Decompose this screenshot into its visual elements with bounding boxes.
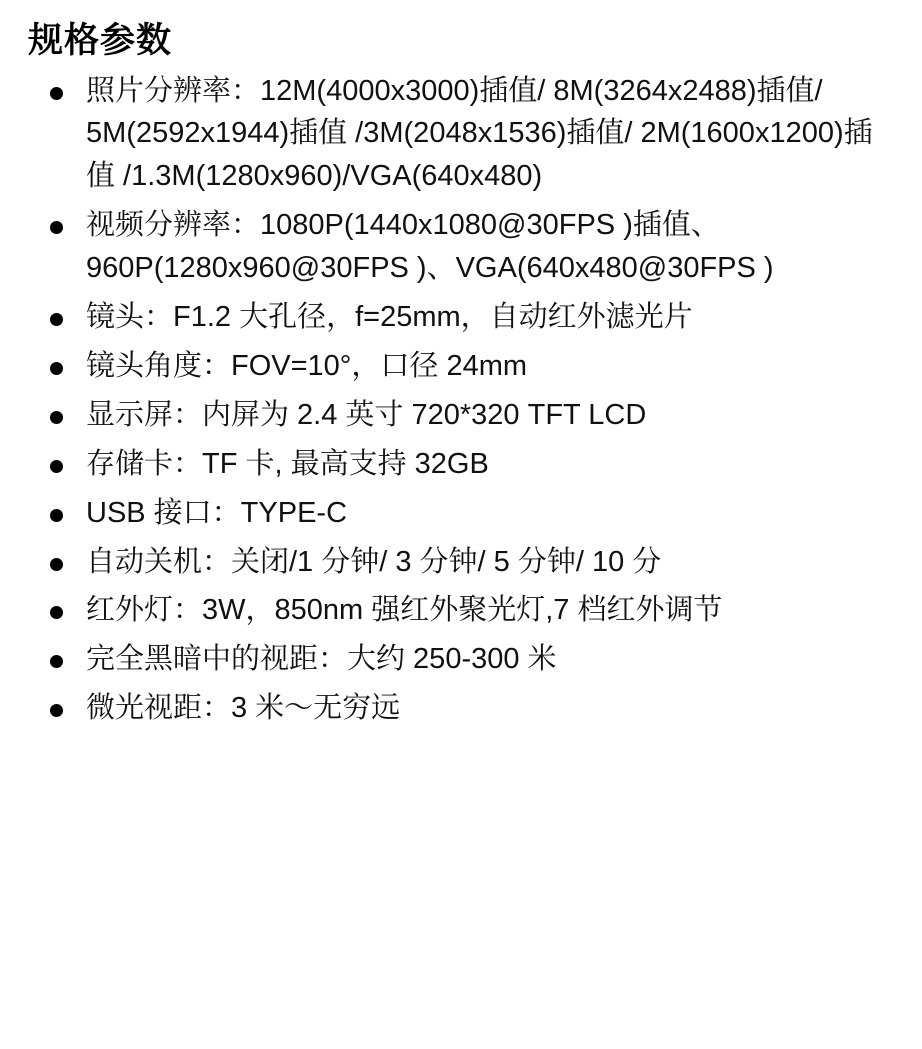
bullet-dot-icon bbox=[50, 411, 63, 424]
bullet-dot-icon bbox=[50, 655, 63, 668]
list-item bbox=[24, 70, 898, 199]
list-item-text: 存储卡：TF 卡, 最高支持 32GB bbox=[86, 447, 489, 480]
list-item-text: USB 接口：TYPE-C bbox=[86, 496, 348, 529]
page-title: 规格参数 bbox=[28, 21, 173, 60]
bullet-dot-icon bbox=[50, 509, 63, 522]
list-item-text: 自动关机：关闭/1 分钟/ 3 分钟/ 5 分钟/ 10 分 bbox=[86, 545, 662, 578]
list-item-text: 视频分辨率：1080P(1440x1080@30FPS )插值、960P(1280x960@30FPS )、VGA(640x480@30FPS ) bbox=[86, 209, 774, 285]
list-item bbox=[24, 296, 898, 339]
list-item bbox=[24, 541, 898, 584]
list-item-text: 完全黑暗中的视距：大约 250-300 米 bbox=[86, 643, 557, 676]
list-item-text: 微光视距：3 米～无穷远 bbox=[86, 692, 401, 725]
list-item bbox=[24, 345, 898, 388]
bullet-dot-icon bbox=[50, 362, 63, 375]
bullet-dot-icon bbox=[50, 313, 63, 326]
list-item-text: 照片分辨率：12M(4000x3000)插值/ 8M(3264x2488)插值/ 5M(2592x1944)插值 /3M(2048x1536)插值/ 2M(1600x1200)插值 /1.3M(1280x960)/VGA(640x480) bbox=[86, 74, 873, 193]
list-item bbox=[24, 204, 898, 290]
bullet-dot-icon bbox=[50, 221, 63, 234]
spec-list bbox=[24, 70, 898, 731]
list-item-text: 镜头：F1.2 大孔径，f=25mm，自动红外滤光片 bbox=[86, 301, 693, 334]
list-item bbox=[24, 443, 898, 486]
list-item-text: 镜头角度：FOV=10°，口径 24mm bbox=[86, 349, 528, 382]
bullet-dot-icon bbox=[50, 606, 63, 619]
list-item bbox=[24, 394, 898, 437]
list-item-text: 红外灯：3W，850nm 强红外聚光灯,7 档红外调节 bbox=[86, 594, 723, 627]
list-item bbox=[24, 492, 898, 535]
bullet-dot-icon bbox=[50, 87, 63, 100]
list-item bbox=[24, 638, 898, 681]
list-item-text: 显示屏：内屏为 2.4 英寸 720*320 TFT LCD bbox=[86, 398, 647, 431]
list-item bbox=[24, 589, 898, 632]
bullet-dot-icon bbox=[50, 558, 63, 571]
bullet-dot-icon bbox=[50, 460, 63, 473]
list-item bbox=[24, 687, 898, 730]
bullet-dot-icon bbox=[50, 704, 63, 717]
